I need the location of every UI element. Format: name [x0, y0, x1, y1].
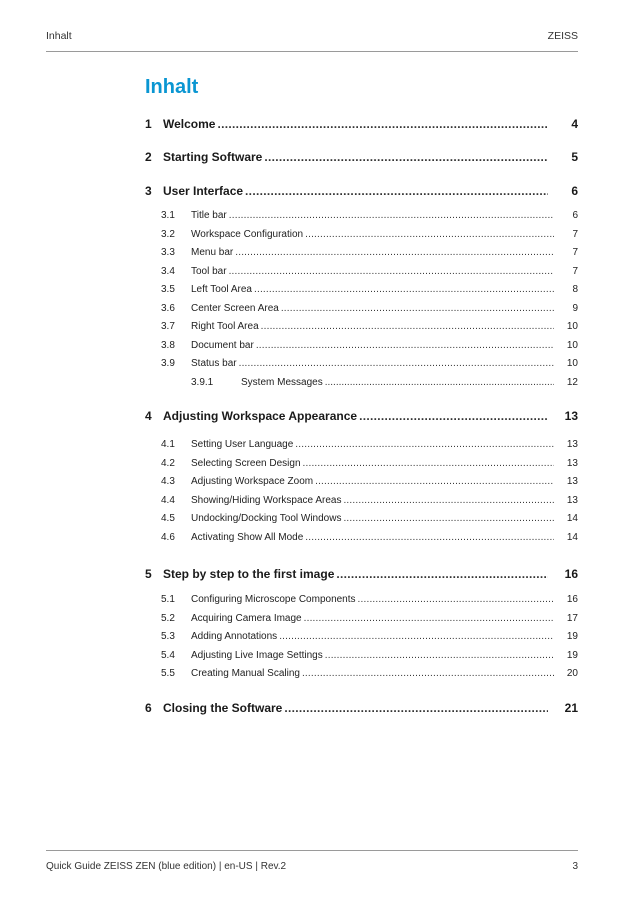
toc-section-entry[interactable]	[145, 668, 578, 679]
dot-leader	[358, 594, 554, 605]
toc-chapter-entry-label: Step by step to the first image	[163, 567, 335, 581]
toc-chapter-entry-num: 3	[145, 184, 152, 198]
toc-section-entry-page: 16	[566, 594, 578, 605]
dot-leader	[305, 229, 554, 240]
dot-leader	[235, 247, 554, 258]
toc-section-entry[interactable]	[145, 650, 578, 661]
dot-leader	[229, 266, 554, 277]
toc-chapter-entry[interactable]	[145, 184, 578, 198]
toc-section-entry-num: 3.6	[161, 302, 175, 314]
toc-section-entry[interactable]	[145, 532, 578, 543]
toc-section-entry-label: Undocking/Docking Tool Windows	[191, 513, 342, 524]
toc-chapter-entry-num: 6	[145, 701, 152, 715]
dot-leader	[343, 513, 554, 524]
toc-chapter-entry-label: Welcome	[163, 117, 216, 131]
toc-section-entry[interactable]	[145, 594, 578, 605]
toc-section-entry[interactable]	[145, 321, 578, 332]
toc-section-entry-page: 8	[572, 284, 578, 295]
running-header-brand: ZEISS	[547, 30, 578, 42]
toc-subsection-entry-label: System Messages	[241, 376, 323, 388]
toc-section-entry-num: 3.1	[161, 210, 175, 221]
toc-section-entry[interactable]	[145, 247, 578, 258]
toc-chapter-entry-page: 4	[571, 117, 578, 131]
dot-leader	[336, 567, 548, 581]
dot-leader	[229, 210, 554, 221]
toc-section-entry-label: Center Screen Area	[191, 302, 279, 314]
toc-chapter-entry-num: 1	[145, 117, 152, 131]
toc-section-entry[interactable]	[145, 229, 578, 240]
toc-subsection-entry-num: 3.9.1	[191, 376, 214, 388]
toc-section-entry-num: 3.8	[161, 339, 175, 351]
toc-section-entry-num: 4.2	[161, 457, 175, 469]
dot-leader	[304, 613, 554, 624]
dot-leader	[284, 701, 548, 715]
toc-section-entry-page: 10	[566, 339, 578, 351]
header-rule	[46, 51, 578, 52]
toc-chapter-entry-page: 13	[564, 409, 578, 423]
toc-section-entry-label: Left Tool Area	[191, 284, 252, 295]
toc-section-entry-num: 4.5	[161, 513, 175, 524]
toc-section-entry[interactable]	[145, 613, 578, 624]
toc-section-entry[interactable]	[145, 340, 578, 351]
toc-section-entry-label: Acquiring Camera Image	[191, 612, 302, 624]
dot-leader	[254, 284, 554, 295]
footer-document-info: Quick Guide ZEISS ZEN (blue edition) | en-US | Rev.2	[46, 861, 287, 872]
toc-section-entry[interactable]	[145, 513, 578, 524]
dot-leader	[325, 650, 554, 661]
toc-section-entry-page: 13	[566, 457, 578, 469]
page-title: Inhalt	[145, 76, 199, 98]
toc-chapter-entry-label: Starting Software	[163, 150, 263, 164]
toc-section-entry-num: 3.9	[161, 358, 175, 369]
toc-section-entry-label: Title bar	[191, 210, 227, 221]
dot-leader	[261, 321, 554, 332]
toc-section-entry-num: 5.5	[161, 668, 175, 679]
toc-section-entry-page: 10	[566, 358, 578, 369]
toc-section-entry-num: 4.3	[161, 476, 175, 487]
toc-chapter-entry-page: 16	[564, 567, 578, 581]
toc-section-entry-page: 14	[566, 531, 578, 543]
dot-leader	[305, 532, 554, 543]
toc-chapter-entry[interactable]	[145, 150, 578, 164]
toc-section-entry-num: 5.1	[161, 594, 175, 605]
toc-chapter-entry-label: User Interface	[163, 184, 244, 198]
toc-section-entry-label: Setting User Language	[191, 439, 294, 450]
dot-leader	[279, 631, 554, 642]
toc-section-entry[interactable]	[145, 303, 578, 314]
toc-subsection-entry-page: 12	[566, 376, 578, 388]
toc-section-entry-page: 10	[566, 321, 578, 332]
toc-section-entry[interactable]	[145, 631, 578, 642]
toc-section-entry-num: 3.5	[161, 284, 175, 295]
toc-chapter-entry-num: 2	[145, 150, 152, 164]
toc-chapter-entry[interactable]	[145, 409, 578, 423]
dot-leader	[315, 476, 554, 487]
toc-section-entry[interactable]	[145, 358, 578, 369]
toc-section-entry-num: 4.4	[161, 494, 175, 506]
dot-leader	[295, 439, 554, 450]
toc-section-entry-label: Right Tool Area	[191, 321, 259, 332]
toc-section-entry[interactable]	[145, 476, 578, 487]
toc-section-entry-num: 3.4	[161, 265, 175, 277]
toc-chapter-entry[interactable]	[145, 117, 578, 131]
toc-section-entry-num: 5.4	[161, 649, 175, 661]
toc-section-entry-label: Activating Show All Mode	[191, 531, 304, 543]
toc-section-entry-page: 13	[566, 439, 578, 450]
toc-chapter-entry-num: 5	[145, 567, 152, 581]
toc-section-entry[interactable]	[145, 439, 578, 450]
toc-section-entry-page: 6	[572, 210, 578, 221]
toc-chapter-entry-page: 21	[564, 701, 578, 715]
toc-section-entry-num: 3.7	[161, 321, 175, 332]
toc-section-entry-num: 3.3	[161, 247, 175, 258]
toc-section-entry-page: 7	[572, 265, 578, 277]
toc-section-entry-label: Creating Manual Scaling	[191, 668, 300, 679]
toc-section-entry-label: Adjusting Workspace Zoom	[191, 476, 314, 487]
dot-leader	[217, 117, 548, 131]
toc-section-entry-num: 5.3	[161, 631, 175, 642]
toc-section-entry-page: 19	[566, 649, 578, 661]
toc-section-entry-num: 4.1	[161, 439, 175, 450]
toc-chapter-entry-num: 4	[145, 409, 152, 423]
footer-rule	[46, 850, 578, 851]
toc-section-entry-page: 13	[566, 476, 578, 487]
toc-section-entry-page: 7	[572, 228, 578, 240]
dot-leader	[359, 409, 548, 423]
toc-section-entry-label: Status bar	[191, 358, 237, 369]
dot-leader	[302, 668, 554, 679]
toc-section-entry[interactable]	[145, 458, 578, 469]
toc-chapter-entry[interactable]	[145, 567, 578, 581]
dot-leader	[281, 303, 554, 314]
toc-section-entry-page: 7	[572, 247, 578, 258]
dot-leader	[256, 340, 554, 351]
toc-section-entry-num: 4.6	[161, 531, 175, 543]
toc-section-entry[interactable]	[145, 495, 578, 506]
toc-chapter-entry[interactable]	[145, 701, 578, 715]
dot-leader	[303, 458, 554, 469]
toc-section-entry-label: Adding Annotations	[191, 631, 278, 642]
dot-leader	[264, 150, 548, 164]
toc-section-entry-label: Document bar	[191, 339, 254, 351]
toc-section-entry-label: Configuring Microscope Components	[191, 594, 356, 605]
toc-chapter-entry-page: 6	[571, 184, 578, 198]
toc-section-entry[interactable]	[145, 266, 578, 277]
toc-chapter-entry-label: Closing the Software	[163, 701, 283, 715]
toc-section-entry[interactable]	[145, 210, 578, 221]
dot-leader	[343, 495, 554, 506]
toc-section-entry-page: 17	[566, 612, 578, 624]
dot-leader	[325, 377, 554, 388]
toc-section-entry-page: 13	[566, 494, 578, 506]
toc-section-entry-label: Adjusting Live Image Settings	[191, 649, 323, 661]
toc-section-entry-page: 19	[566, 631, 578, 642]
toc-section-entry-num: 5.2	[161, 612, 175, 624]
running-header-section: Inhalt	[46, 30, 72, 42]
toc-section-entry-label: Menu bar	[191, 247, 234, 258]
toc-section-entry[interactable]	[145, 284, 578, 295]
dot-leader	[245, 184, 548, 198]
footer-page-number: 3	[572, 861, 578, 872]
toc-chapter-entry-label: Adjusting Workspace Appearance	[163, 409, 358, 423]
toc-section-entry-page: 9	[572, 302, 578, 314]
toc-chapter-entry-page: 5	[571, 150, 578, 164]
toc-section-entry-page: 20	[566, 668, 578, 679]
toc-section-entry-label: Tool bar	[191, 265, 227, 277]
toc-section-entry-page: 14	[566, 513, 578, 524]
toc-subsection-entry[interactable]	[145, 377, 578, 388]
toc-section-entry-label: Showing/Hiding Workspace Areas	[191, 494, 342, 506]
dot-leader	[239, 358, 554, 369]
toc-section-entry-num: 3.2	[161, 228, 175, 240]
toc-section-entry-label: Selecting Screen Design	[191, 457, 301, 469]
toc-section-entry-label: Workspace Configuration	[191, 228, 304, 240]
